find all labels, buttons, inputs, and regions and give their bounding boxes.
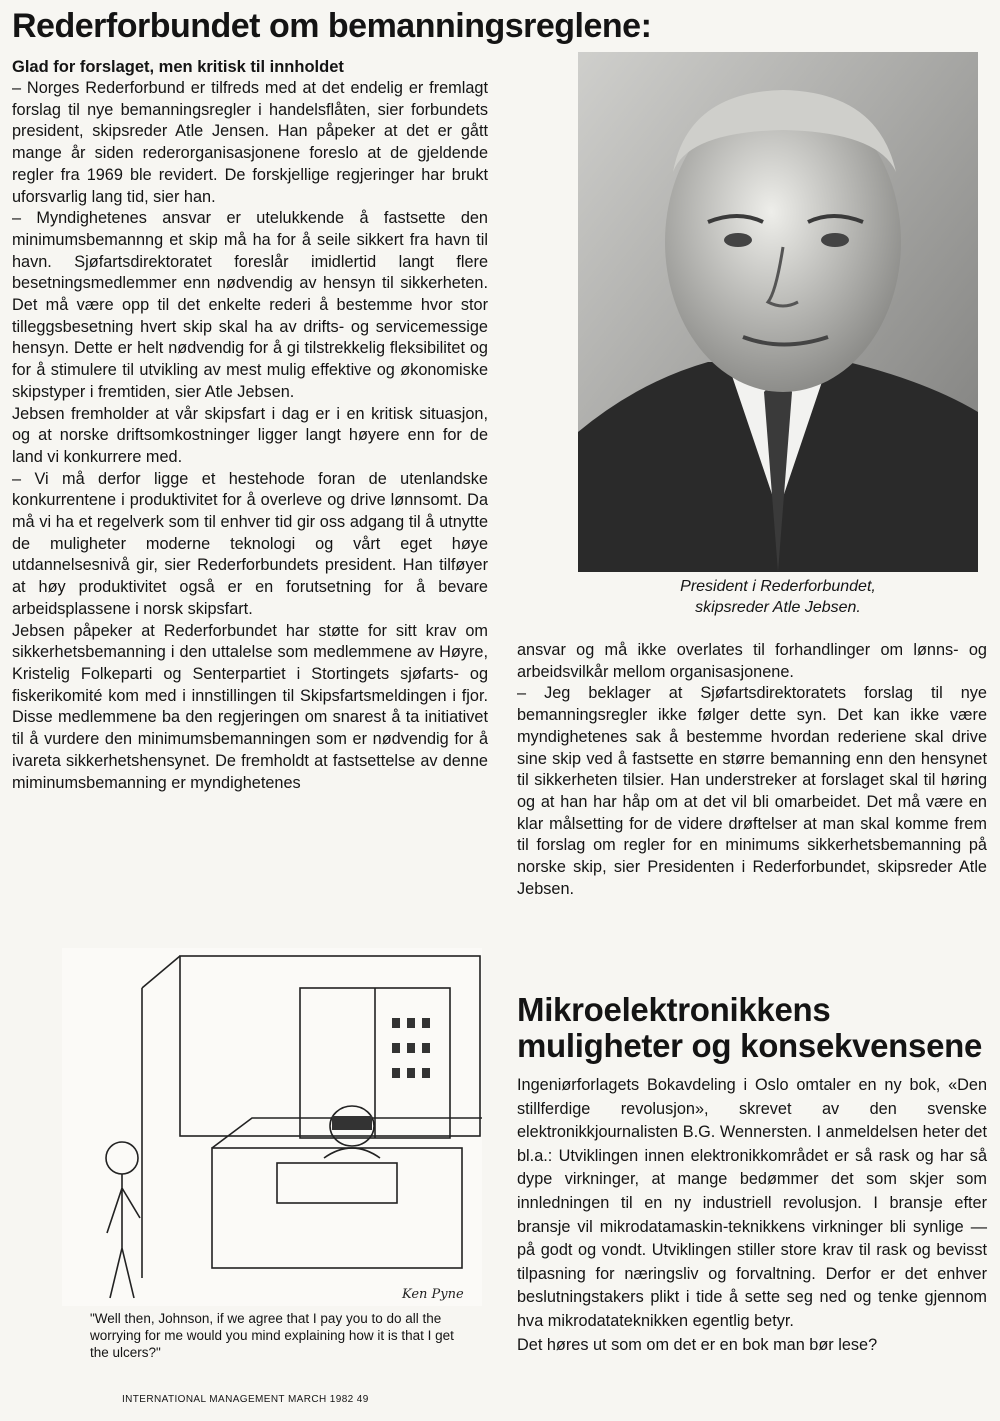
body-paragraph: – Myndighetenes ansvar er utelukkende å fastsette den minimumsbemannng et skip må ha for å seile sikkert fra havn til havn. Sjøfartsdirektoratet foreslår imidlertid langt flere besetningsmedlemmer enn nødvendig av hensyn til sikkerheten. Det må være opp til det enkelte rederi å bestemme hvor stor tilleggsbesetning hvert skip skal ha av drifts- og servicemessige hensyn. Dette er helt nødvendig for å gi tilstrekkelig fleksibilitet og for å stimulere til utvikling av mest mulig effektive og økonomiske skipstyper i fremtiden, sier Atle Jebsen.	[12, 209, 488, 401]
article-2-body	[517, 1074, 987, 1357]
body-paragraph: Jebsen påpeker at Rederforbundet har støtte for sitt krav om sikkerhetsbemanning i den uttalelse som medlemmene av Høyre, Kristelig Folkeparti og Senterpartiet i Stortingets sjøfarts- og fiskerikomité kom med i innstillingen til Skipsfartsmeldingen i fjor. Disse medlemmene ba den regjeringen om snarest å ta initiativet til å vurdere den minimumsbemanningen som er nødvendig for å ivareta sikkerhetshensynet. De fremholdt at fastsettelse av denne miminumsbemanning er myndighetenes	[12, 621, 488, 792]
body-paragraph: Det høres ut som om det er en bok man bør lese?	[517, 1335, 878, 1354]
office-cartoon-drawing	[62, 948, 482, 1306]
photo-caption	[578, 576, 978, 618]
body-paragraph: – Vi må derfor ligge et hestehode foran de utenlandske konkurrentene i produktivitet for å overleve og drive lønnsomt. Da må vi ha et regelverk som til enhver tid gir oss adgang til å utnytte de muligheter moderne teknologi og vårt eget høye utdannelsesnivå gir, sier Rederforbundets president. Han tilføyer at høy produktivitet også er en forutsetning for å bevare arbeidsplassene i norsk skipsfart.	[12, 469, 488, 618]
article-headline: Rederforbundet om bemanningsreglene:	[12, 7, 652, 45]
portrait-illustration	[578, 52, 978, 572]
body-paragraph: – Jeg beklager at Sjøfartsdirektoratets forslag til nye bemanningsregler ikke følger dette syn. Det kan ikke være myndighetenes sak å bestemme hvordan rederiene skal drive sine skip ved å fastsette en større bemanning enn den hensynet til sikkerheten tilsier. Han understreker at forslaget skal til høring og at han har håp om at det vil bli omarbeidet. Det må være en klar målsetting for de videre drøftelser at man skal komme frem til forslag om regler for en minimums sikkerhetsbemanning på norske skip, sier Presidenten i Rederforbundet, skipsreder Atle Jebsen.	[517, 684, 987, 898]
cartoon-signature: Ken Pyne	[402, 1287, 464, 1302]
cartoon-illustration	[62, 948, 482, 1306]
photo-caption-line: President i Rederforbundet,	[680, 578, 876, 595]
body-paragraph: ansvar og må ikke overlates til forhandlinger om lønns- og arbeidsvilkår mellom organisasjonene.	[517, 641, 987, 681]
portrait-photo	[578, 52, 978, 572]
source-imprint: INTERNATIONAL MANAGEMENT MARCH 1982 49	[122, 1394, 369, 1405]
photo-caption-line: skipsreder Atle Jebsen.	[695, 599, 861, 616]
article-subhead: Glad for forslaget, men kritisk til innholdet	[12, 58, 344, 76]
right-column-body	[517, 640, 987, 900]
body-paragraph: Jebsen fremholder at vår skipsfart i dag er i en kritisk situasjon, og at norske driftsomkostninger ligger langt høyere enn for de land vi konkurrere med.	[12, 404, 488, 466]
left-column-body	[12, 78, 488, 794]
article-headline-2: Mikroelektronikkens muligheter og konsekvensene	[517, 991, 983, 1064]
body-paragraph: – Norges Rederforbund er tilfreds med at det endelig er fremlagt forslag til nye bemanningsregler i handelsflåten, sier forbundets president, skipsreder Atle Jensen. Han påpeker at det er gått mange år siden rederorganisasjonene foreslo at de gjeldende regler fra 1969 ble revidert. De forskjellige regjeringer har brukt uforsvarlig lang tid, sier han.	[12, 79, 488, 206]
body-paragraph: Ingeniørforlagets Bokavdeling i Oslo omtaler en ny bok, «Den stillferdige revolusjon», skrevet av den svenske elektronikkjournalisten B.G. Wennersten. I anmeldelsen heter det bl.a.: Utviklingen innen elektronikkområdet er så rask og har så dype virkninger, at mange bedømmer det som skjer som innledningen til en ny industriell revolusjon. I bransje efter bransje vil mikrodatamaskin-teknikkens virkninger bli synlige — på godt og vondt. Utviklingen stiller store krav til rask og bevisst tilpasning for næringsliv og forvaltning. Derfor er det enhver beslutningstakers plikt i tide å sette seg ned og tenke gjennom hva mikrodatateknikken egentlig betyr.	[517, 1076, 987, 1330]
cartoon-caption: "Well then, Johnson, if we agree that I pay you to do all the worrying for me would you mind explaining how it is that I get the ulcers?"	[90, 1311, 454, 1360]
